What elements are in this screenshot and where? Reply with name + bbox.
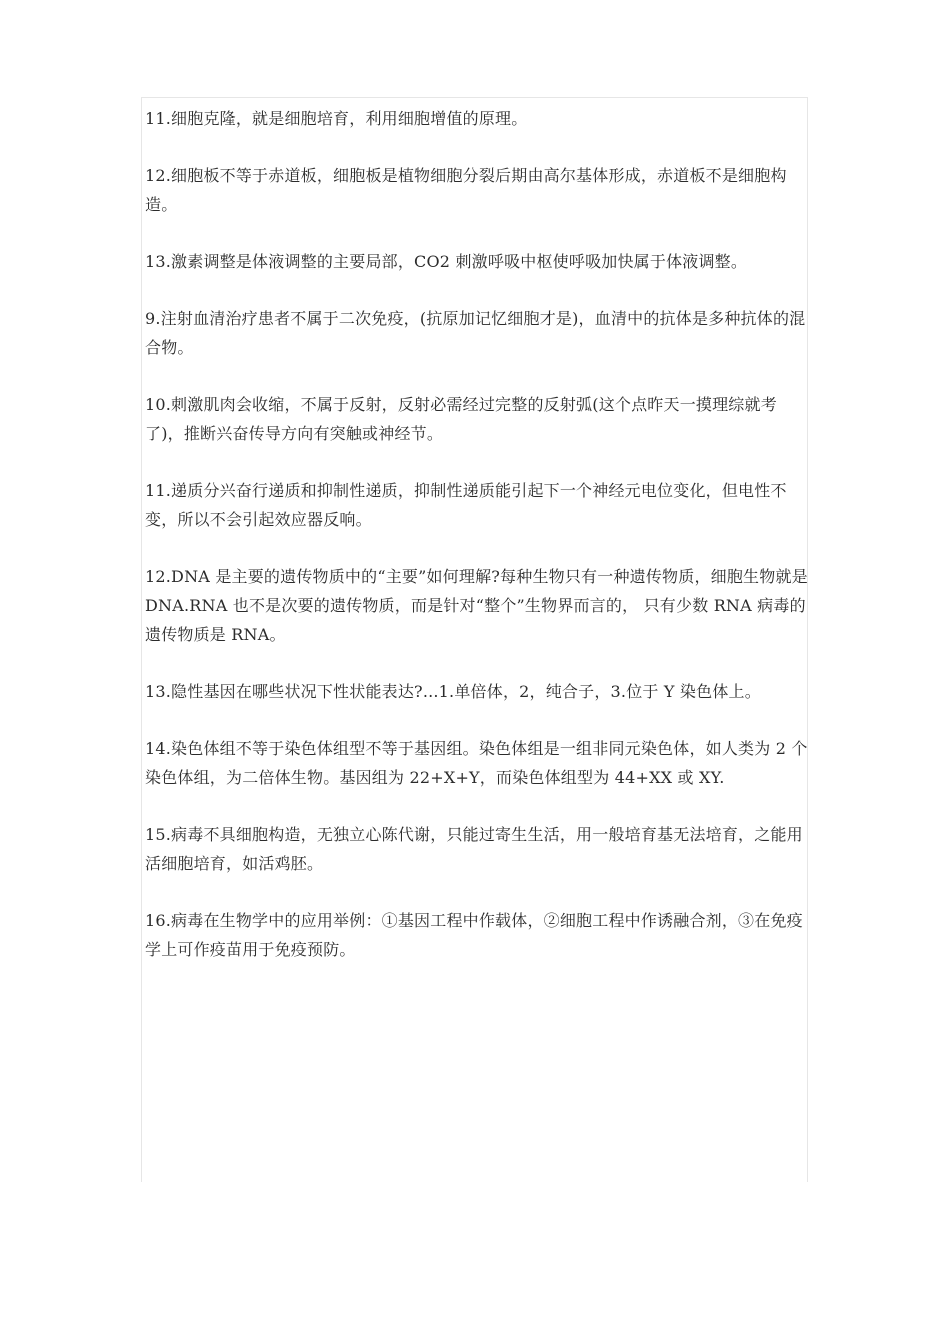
paragraph-item: 16.病毒在生物学中的应用举例：①基因工程中作载体，②细胞工程中作诱融合剂，③在免疫学上可作疫苗用于免疫预防。 <box>145 911 803 959</box>
paragraph-item: 15.病毒不具细胞构造，无独立心陈代谢，只能过寄生生活，用一般培育基无法培育，之能用活细胞培育，如活鸡胚。 <box>145 825 803 873</box>
paragraph-item: 11.递质分兴奋行递质和抑制性递质，抑制性递质能引起下一个神经元电位变化，但电性不变，所以不会引起效应器反响。 <box>145 481 787 529</box>
paragraph-item: 13.激素调整是体液调整的主要局部，CO2 刺激呼吸中枢使呼吸加快属于体液调整。 <box>145 252 748 271</box>
paragraph-item: 10.刺激肌肉会收缩，不属于反射，反射必需经过完整的反射弧(这个点昨天一摸理综就考了)，推断兴奋传导方向有突触或神经节。 <box>145 395 777 443</box>
paragraph-item: 11.细胞克隆，就是细胞培育，利用细胞增值的原理。 <box>145 109 528 128</box>
paragraph-item: 12.DNA 是主要的遗传物质中的“主要”如何理解?每种生物只有一种遗传物质，细胞生物就是 DNA.RNA 也不是次要的遗传物质，而是针对“整个”生物界而言的， 只有少数 RNA 病毒的遗传物质是 RNA。 <box>145 567 808 644</box>
paragraph-item: 14.染色体组不等于染色体组型不等于基因组。染色体组是一组非同元染色体，如人类为 2 个染色体组，为二倍体生物。基因组为 22+X+Y，而染色体组型为 44+XX 或 XY. <box>145 739 808 787</box>
paragraph-item: 12.细胞板不等于赤道板，细胞板是植物细胞分裂后期由高尔基体形成，赤道板不是细胞构造。 <box>145 166 787 214</box>
paragraph-item: 13.隐性基因在哪些状况下性状能表达?...1.单倍体，2，纯合子，3.位于 Y 染色体上。 <box>145 682 761 701</box>
paragraph-item: 9.注射血清治疗患者不属于二次免疫，(抗原加记忆细胞才是)，血清中的抗体是多种抗体的混合物。 <box>145 309 806 357</box>
document-body <box>145 104 810 992</box>
